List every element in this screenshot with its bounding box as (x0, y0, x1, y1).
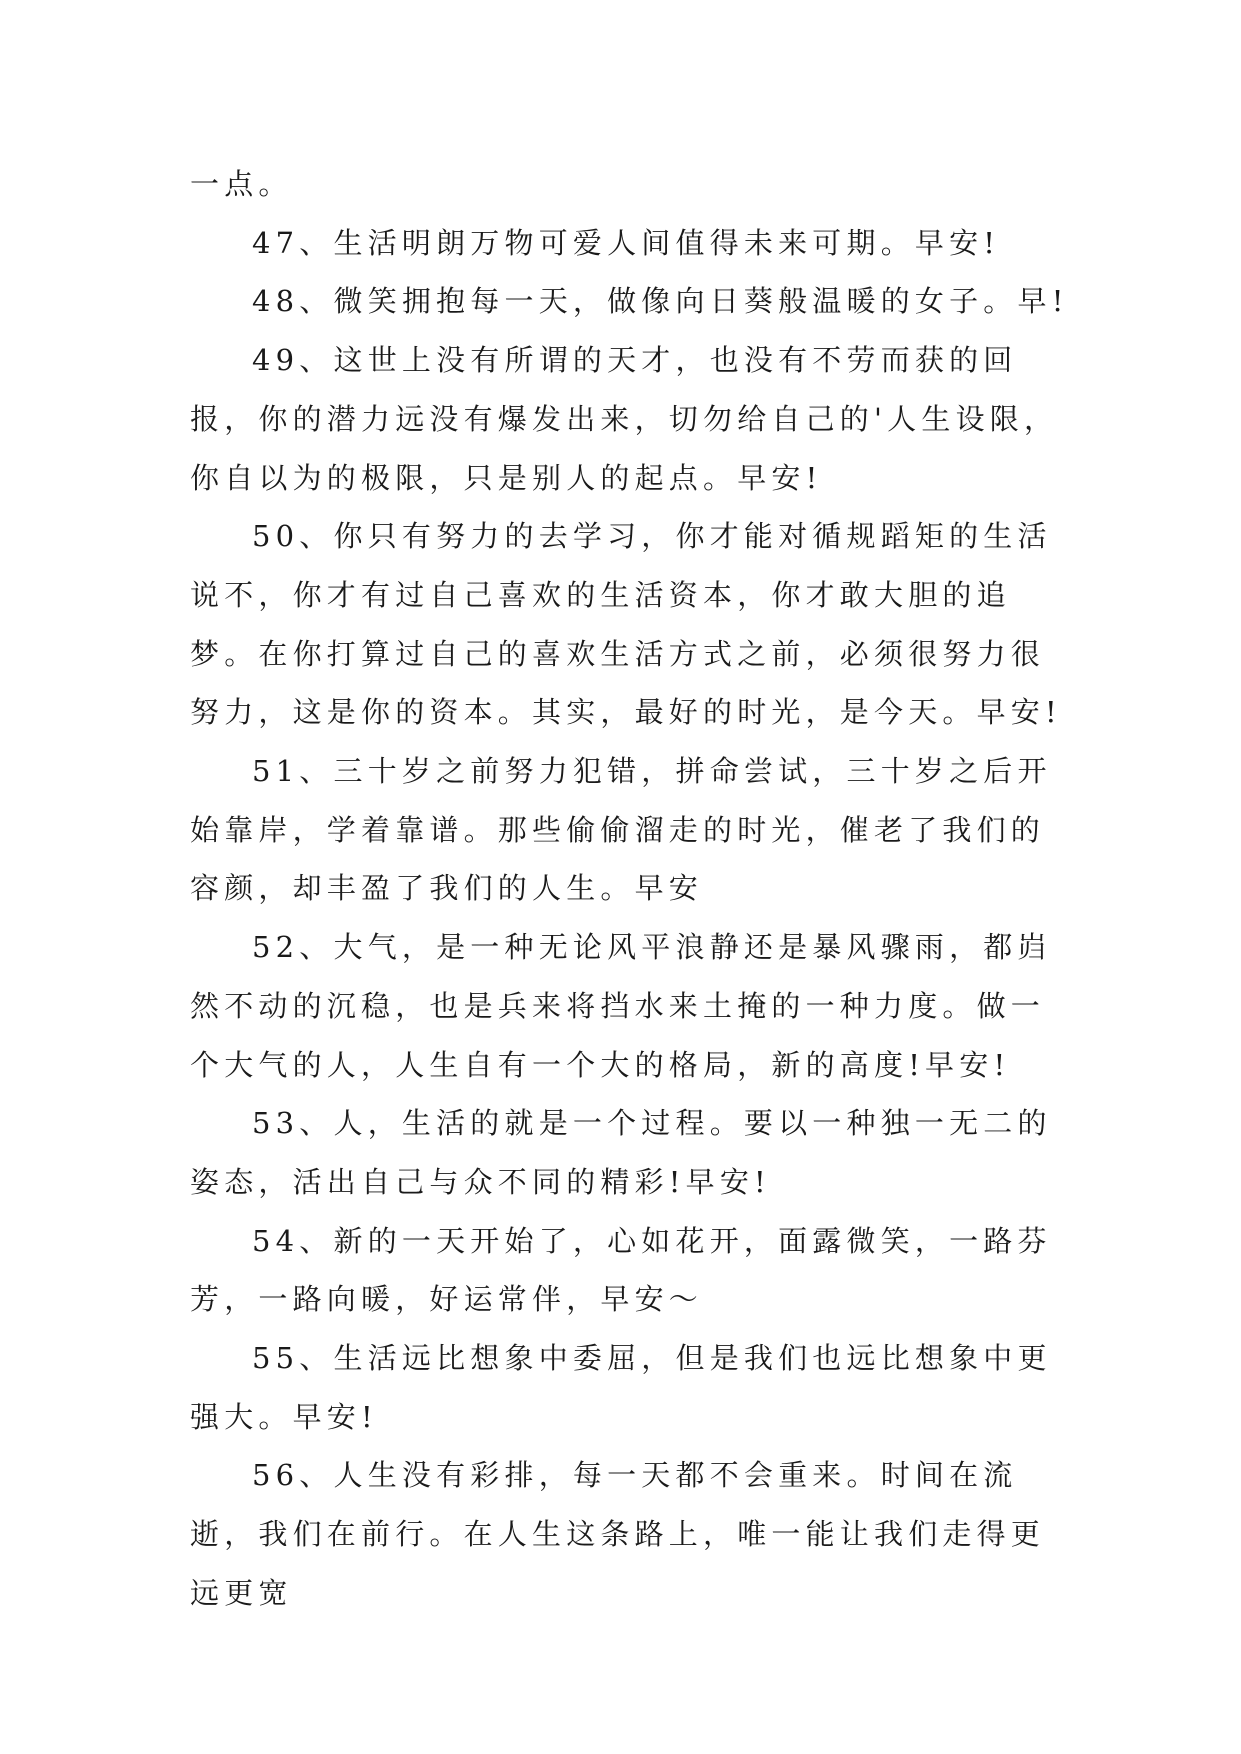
paragraph-52: 52、大气，是一种无论风平浪静还是暴风骤雨，都岿然不动的沉稳，也是兵来将挡水来土掩的一种力度。做一个大气的人，人生自有一个大的格局，新的高度!早安! (190, 930, 1052, 1082)
paragraph-55: 55、生活远比想象中委屈，但是我们也远比想象中更强大。早安! (190, 1341, 1052, 1434)
paragraph-51: 51、三十岁之前努力犯错，拼命尝试，三十岁之后开始靠岸，学着靠谱。那些偷偷溜走的时光，催老了我们的容颜，却丰盈了我们的人生。早安 (190, 754, 1052, 906)
paragraph-53: 53、人，生活的就是一个过程。要以一种独一无二的姿态，活出自己与众不同的精彩!早安! (190, 1106, 1052, 1199)
paragraph-48: 48、微笑拥抱每一天，做像向日葵般温暖的女子。早! (252, 284, 1069, 319)
paragraph-47: 47、生活明朗万物可爱人间值得未来可期。早安! (252, 225, 1001, 260)
paragraph-50: 50、你只有努力的去学习，你才能对循规蹈矩的生活说不，你才有过自己喜欢的生活资本，你才敢大胆的追梦。在你打算过自己的喜欢生活方式之前，必须很努力很努力，这是你的资本。其实，最好的时光，是今天。早安! (190, 519, 1062, 730)
document-body (190, 155, 1070, 1623)
paragraph-49: 49、这世上没有所谓的天才，也没有不劳而获的回报，你的潜力远没有爆发出来，切勿给自己的'人生设限，你自以为的极限，只是别人的起点。早安! (190, 343, 1059, 495)
paragraph-56: 56、人生没有彩排，每一天都不会重来。时间在流逝，我们在前行。在人生这条路上，唯一能让我们走得更远更宽 (190, 1458, 1046, 1610)
paragraph-54: 54、新的一天开始了，心如花开，面露微笑，一路芬芳，一路向暖，好运常伴，早安～ (190, 1223, 1052, 1317)
paragraph-continuation: 一点。 (190, 167, 293, 201)
